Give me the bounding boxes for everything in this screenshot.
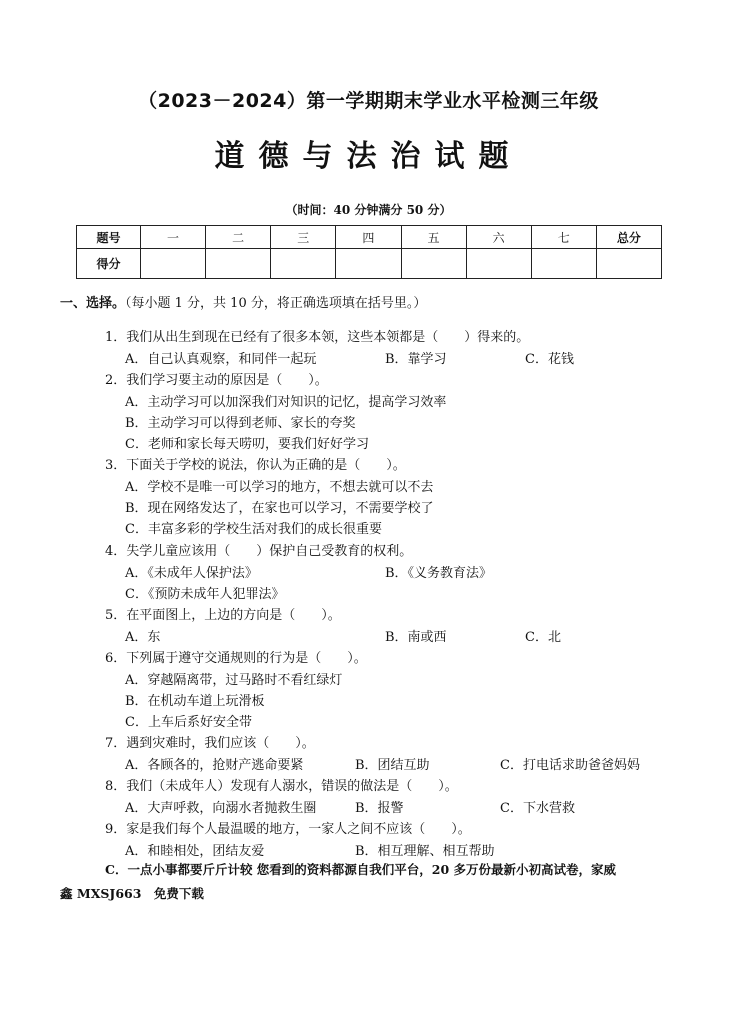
question-stem: 6．下列属于遵守交通规则的行为是（ ）。 (105, 651, 367, 666)
score-header-cell: 总分 (596, 226, 661, 249)
option[interactable]: B．南或西 (385, 630, 447, 645)
score-header-cell: 题号 (77, 226, 141, 249)
option[interactable]: B．在机动车道上玩滑板 (125, 694, 265, 709)
score-cell[interactable] (141, 249, 206, 279)
score-row (77, 249, 662, 279)
score-header-cell: 六 (466, 226, 531, 249)
score-header-cell: 三 (271, 226, 336, 249)
option[interactable]: C．老师和家长每天唠叨，要我们好好学习 (125, 437, 369, 452)
score-row-label: 得分 (77, 249, 141, 279)
score-header-cell: 七 (531, 226, 596, 249)
question-stem: 5．在平面图上，上边的方向是（ ）。 (105, 608, 341, 623)
option[interactable]: C．花钱 (525, 352, 574, 367)
option[interactable]: A．主动学习可以加深我们对知识的记忆，提高学习效率 (125, 395, 447, 410)
option[interactable]: C．丰富多彩的学校生活对我们的成长很重要 (125, 522, 382, 537)
exam-header: （2023－2024）第一学期期末学业水平检测三年级 (138, 90, 599, 112)
option[interactable]: B．团结互助 (355, 758, 430, 773)
option[interactable]: C．下水营救 (500, 801, 575, 816)
score-cell[interactable] (531, 249, 596, 279)
score-header-cell: 一 (141, 226, 206, 249)
footer-line: C．一点小事都要斤斤计较 您看到的资料都源自我们平台，20 多万份最新小初高试卷，家威 (105, 862, 617, 877)
score-cell[interactable] (206, 249, 271, 279)
option[interactable]: C．打电话求助爸爸妈妈 (500, 758, 640, 773)
option[interactable]: A．各顾各的，抢财产逃命要紧 (125, 758, 304, 773)
question-stem: 9．家是我们每个人最温暖的地方，一家人之间不应该（ ）。 (105, 822, 471, 837)
option[interactable]: A．东 (125, 630, 161, 645)
time-note: （时间：40 分钟满分 50 分） (285, 203, 452, 217)
score-header-cell: 二 (206, 226, 271, 249)
score-cell[interactable] (596, 249, 661, 279)
score-header-row (77, 226, 662, 249)
page-title: 道德与法治试题 (214, 139, 523, 174)
question-stem: 8．我们（未成年人）发现有人溺水，错误的做法是（ ）。 (105, 779, 458, 794)
option[interactable]: B．《义务教育法》 (385, 566, 493, 581)
option[interactable]: A．大声呼救，向溺水者抛救生圈 (125, 801, 317, 816)
option[interactable]: A．《未成年人保护法》 (125, 566, 258, 581)
option[interactable]: A．自己认真观察，和同伴一起玩 (125, 352, 317, 367)
section-instruction: （每小题 1 分，共 10 分，将正确选项填在括号里。） (125, 296, 427, 311)
option[interactable]: C．《预防未成年人犯罪法》 (125, 587, 285, 602)
question-stem: 3．下面关于学校的说法，你认为正确的是（ ）。 (105, 458, 406, 473)
option[interactable]: B．报警 (355, 801, 404, 816)
question-stem: 4．失学儿童应该用（ ）保护自己受教育的权利。 (105, 544, 413, 559)
score-cell[interactable] (336, 249, 401, 279)
option[interactable]: B．主动学习可以得到老师、家长的夸奖 (125, 416, 356, 431)
score-table (76, 225, 662, 279)
section-label: 一、选择。 (60, 296, 126, 311)
option[interactable]: B．相互理解、相互帮助 (355, 844, 495, 859)
score-cell[interactable] (271, 249, 336, 279)
option[interactable]: B．靠学习 (385, 352, 447, 367)
question-stem: 1．我们从出生到现在已经有了很多本领，这些本领都是（ ）得来的。 (105, 330, 530, 345)
option[interactable]: C．北 (525, 630, 561, 645)
option[interactable]: B．现在网络发达了，在家也可以学习，不需要学校了 (125, 501, 434, 516)
option[interactable]: A．和睦相处，团结友爱 (125, 844, 265, 859)
option[interactable]: A．学校不是唯一可以学习的地方，不想去就可以不去 (125, 480, 434, 495)
score-cell[interactable] (466, 249, 531, 279)
question-stem: 2．我们学习要主动的原因是（ ）。 (105, 373, 328, 388)
score-header-cell: 五 (401, 226, 466, 249)
question-stem: 7．遇到灾难时，我们应该（ ）。 (105, 736, 315, 751)
footer-line: 鑫 MXSJ663 免费下载 (60, 886, 204, 901)
option[interactable]: A．穿越隔离带，过马路时不看红绿灯 (125, 673, 343, 688)
option[interactable]: C．上车后系好安全带 (125, 715, 252, 730)
score-header-cell: 四 (336, 226, 401, 249)
score-cell[interactable] (401, 249, 466, 279)
section-heading (60, 292, 426, 311)
